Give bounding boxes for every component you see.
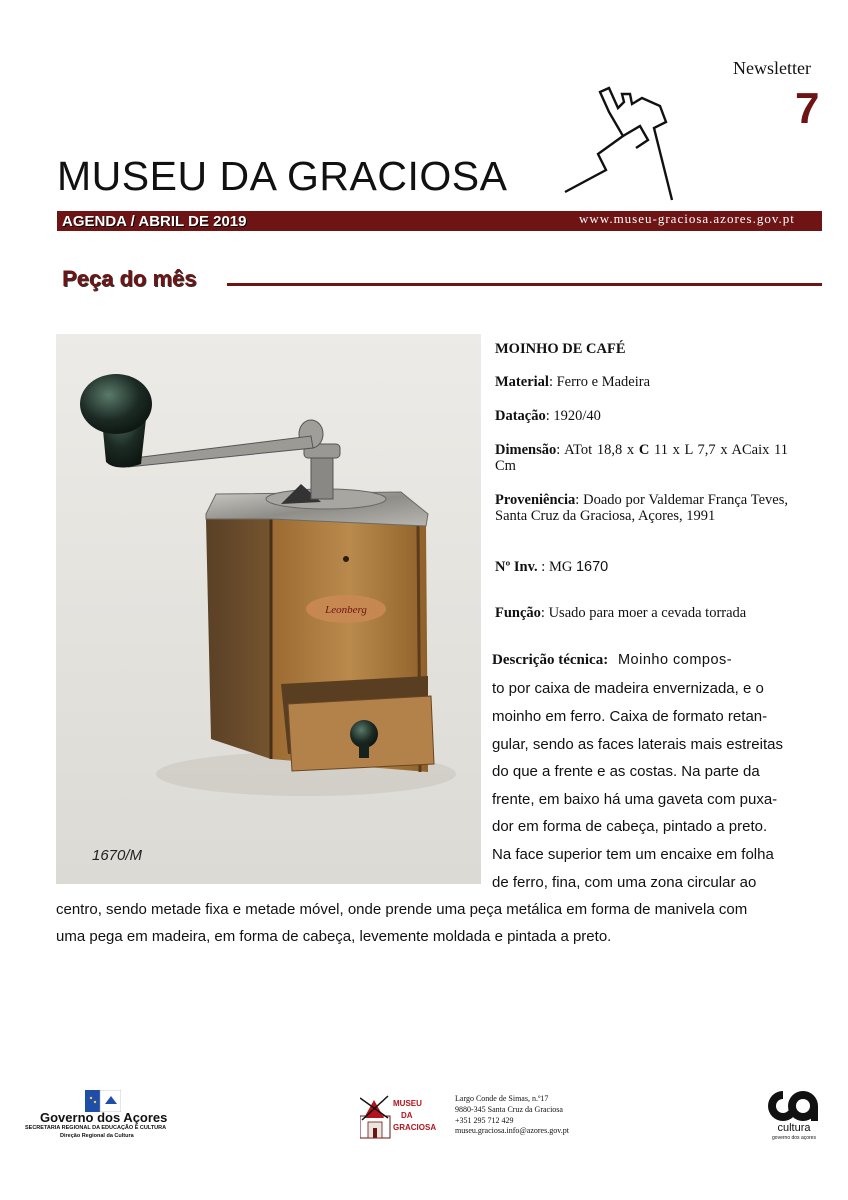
tech-label: Descrição técnica:: [492, 652, 609, 668]
tech-line-4: do que a frente e as costas. Na parte da: [492, 763, 760, 780]
section-heading: Peça do mês: [62, 266, 197, 291]
coffee-grinder-illustration: [56, 334, 481, 884]
cultura-sub-text: governo dos açores: [772, 1135, 816, 1140]
gov-direction: Direção Regional da Cultura: [60, 1133, 134, 1139]
contact-email[interactable]: museu.graciosa.info@azores.gov.pt: [455, 1126, 569, 1136]
tech-line-0: Moinho compos-: [617, 652, 733, 668]
tech-line-6: dor em forma de cabeça, pintado a preto.: [492, 818, 768, 835]
function-value: : Usado para moer a cevada torrada: [540, 605, 747, 621]
issue-number: 7: [795, 84, 820, 133]
cultura-logo-icon: [765, 1088, 823, 1140]
function-label: Função: [495, 605, 541, 621]
inventory-row: [495, 560, 788, 576]
dating-row: [495, 409, 788, 425]
contact-address: Largo Conde de Simas, n.º17: [455, 1094, 549, 1103]
dimension-value-1: : ATot 18,8 x: [556, 442, 639, 458]
contact-block: [455, 1094, 569, 1137]
tech-line-7: Na face superior tem um encaixe em folha: [492, 846, 774, 863]
dimension-label: Dimensão: [495, 442, 557, 458]
tech-line-2: moinho em ferro. Caixa de formato retan-: [492, 708, 768, 725]
gov-name: Governo dos Açores: [40, 1110, 168, 1125]
tech-line-10: uma pega em madeira, em forma de cabeça, levemente moldada e pintada a preto.: [56, 928, 612, 945]
tech-line-8: de ferro, fina, com uma zona circular ao: [492, 874, 757, 891]
inventory-label: 1670/M: [92, 847, 143, 864]
inventory-label-text: Nº Inv.: [495, 559, 538, 575]
tech-line-5: frente, em baixo há uma gaveta com puxa-: [492, 791, 778, 808]
cultura-text: cultura: [777, 1122, 811, 1134]
website-link[interactable]: www.museu-graciosa.azores.gov.pt: [579, 211, 795, 226]
tech-line-9: centro, sendo metade fixa e metade móvel, onde prende uma peça metálica em forma de manivela com: [56, 901, 748, 918]
museum-logo-text-3: GRACIOSA: [393, 1123, 437, 1132]
dimension-value-2: 11 x L 7,7 x ACaix 11 Cm: [495, 442, 788, 474]
dating-value: : 1920/40: [545, 408, 601, 424]
azores-flag-icon: [85, 1090, 121, 1112]
contact-city: 9880-345 Santa Cruz da Graciosa: [455, 1104, 563, 1114]
provenance-row: [495, 493, 788, 525]
coffee-grinder-photo: [56, 334, 481, 884]
material-value: : Ferro e Madeira: [548, 374, 651, 390]
dimension-row: [495, 443, 788, 475]
piece-title: MOINHO DE CAFÉ: [495, 341, 626, 357]
agenda-text: AGENDA / ABRIL DE 2019: [62, 213, 247, 230]
museum-title: MUSEU DA GRACIOSA: [57, 153, 508, 199]
museum-logo-text-2: DA: [401, 1111, 413, 1120]
tech-first-line: [492, 652, 732, 669]
provenance-value: : Doado por Valdemar França Teves, Santa Cruz da Graciosa, Açores, 1991: [495, 492, 788, 524]
material-label: Material: [495, 374, 549, 390]
tech-line-1: to por caixa de madeira envernizada, e o: [492, 680, 764, 697]
newsletter-label: Newsletter: [733, 58, 811, 78]
function-row: [495, 606, 788, 622]
dimension-c: C: [638, 442, 650, 458]
svg-text:Leonberg: Leonberg: [325, 604, 367, 616]
museum-logo-text-1: MUSEU: [393, 1099, 422, 1108]
material-row: [495, 375, 788, 391]
contact-phone: +351 295 712 429: [455, 1115, 514, 1125]
museum-footer-logo-icon: [360, 1088, 445, 1140]
inventory-number: 1670: [575, 559, 609, 575]
provenance-label: Proveniência: [495, 492, 576, 508]
windmill-logo-icon: [560, 74, 690, 204]
dating-label: Datação: [495, 408, 546, 424]
gov-secretariat: SECRETARIA REGIONAL DA EDUCAÇÃO E CULTURA: [25, 1125, 167, 1131]
section-divider: [227, 283, 822, 286]
inventory-separator: : MG: [537, 559, 576, 575]
tech-line-3: gular, sendo as faces laterais mais estreitas: [492, 736, 783, 753]
